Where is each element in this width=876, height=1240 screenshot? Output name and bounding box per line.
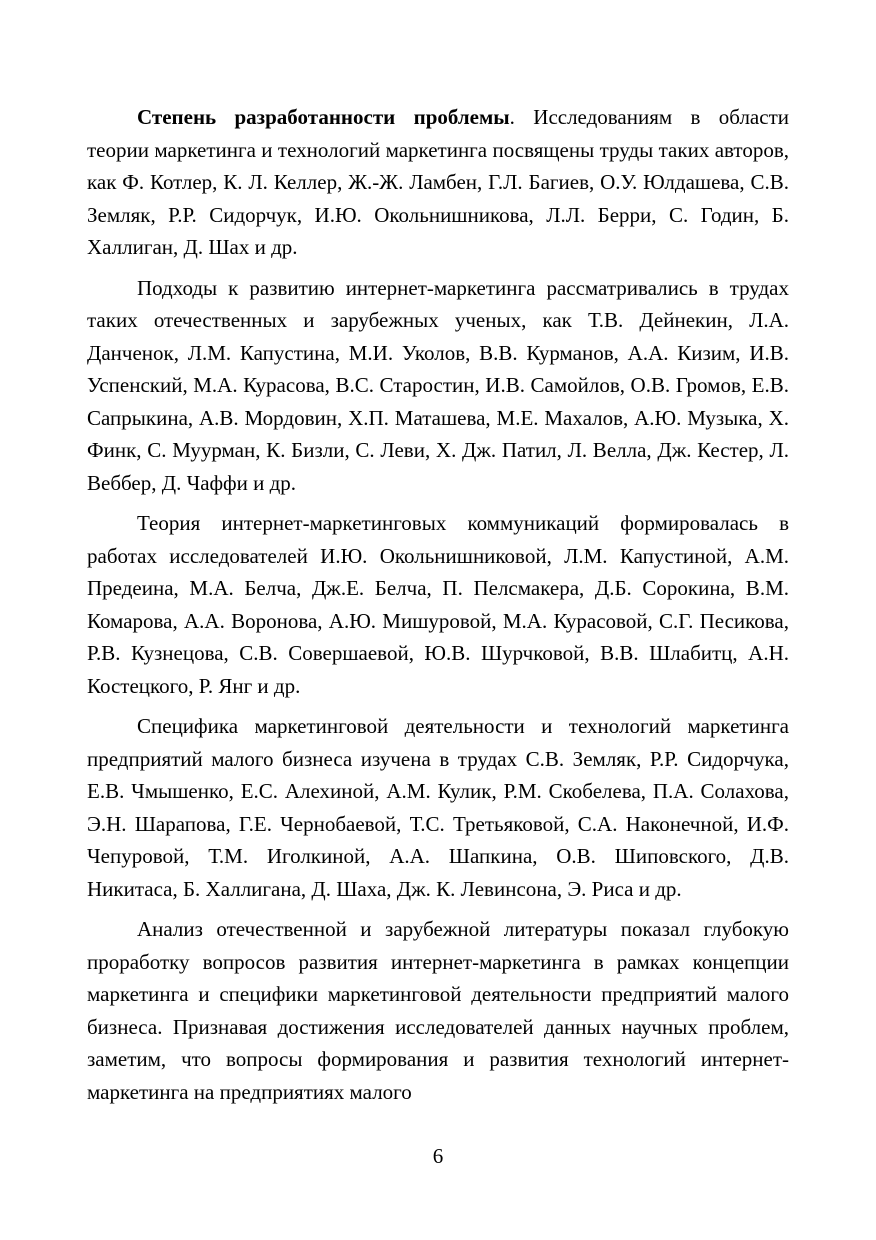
paragraph-text: . Исследованиям в области теории маркетинга и технологий маркетинга посвящены труды таких авторов, как Ф. Котлер, К. Л. Келлер, Ж.-Ж. Ламбен, Г.Л. Багиев, О.У. Юлдашева, С.В. Земляк, Р.Р. Сидорчук, И.Ю. Окольнишникова, Л.Л. Берри, С. Годин, Б. Халлиган, Д. Шах и др.	[87, 105, 789, 259]
paragraph-communications-theory: Теория интернет-маркетинговых коммуникаций формировалась в работах исследователей И.Ю. Окольнишниковой, Л.М. Капустиной, А.М. Предеина, М.А. Белча, Дж.Е. Белча, П. Пелсмакера, Д.Б. Сорокина, В.М. Комарова, А.А. Воронова, А.Ю. Мишуровой, М.А. Курасовой, С.Г. Песикова, Р.В. Кузнецова, С.В. Совершаевой, Ю.В. Шурчковой, В.В. Шлабитц, А.Н. Костецкого, Р. Янг и др.	[87, 511, 789, 698]
paragraph-bold-lead: Степень разработанности проблемы	[137, 105, 510, 129]
paragraph-internet-marketing-approaches: Подходы к развитию интернет-маркетинга рассматривались в трудах таких отечественных и зарубежных ученых, как Т.В. Дейнекин, Л.А. Данченок, Л.М. Капустина, М.И. Уколов, В.В. Курманов, А.А. Кизим, И.В. Успенский, М.А. Курасова, В.С. Старостин, И.В. Самойлов, О.В. Громов, Е.В. Сапрыкина, А.В. Мордовин, Х.П. Маташева, М.Е. Махалов, А.Ю. Музыка, Х. Финк, С. Муурман, К. Бизли, С. Леви, Х. Дж. Патил, Л. Велла, Дж. Кестер, Л. Веббер, Д. Чаффи и др.	[87, 275, 789, 495]
page-number: 6	[432, 1144, 444, 1168]
paragraph-problem-development	[87, 101, 789, 264]
page-body	[87, 101, 789, 1116]
paragraph-small-business-specifics: Специфика маркетинговой деятельности и технологий маркетинга предприятий малого бизнеса изучена в трудах С.В. Земляк, Р.Р. Сидорчука, Е.В. Чмышенко, Е.С. Алехиной, А.М. Кулик, Р.М. Скобелева, П.А. Солахова, Э.Н. Шарапова, Г.Е. Чернобаевой, Т.С. Третьяковой, С.А. Наконечной, И.Ф. Чепуровой, Т.М. Иголкиной, А.А. Шапкина, О.В. Шиповского, Д.В. Никитаса, Б. Халлигана, Д. Шаха, Дж. К. Левинсона, Э. Риса и др.	[87, 714, 789, 901]
paragraph-literature-analysis: Анализ отечественной и зарубежной литературы показал глубокую проработку вопросов развития интернет-маркетинга в рамках концепции маркетинга и специфики маркетинговой деятельности предприятий малого бизнеса. Признавая достижения исследователей данных научных проблем, заметим, что вопросы формирования и развития технологий интернет-маркетинга на предприятиях малого	[87, 917, 789, 1104]
